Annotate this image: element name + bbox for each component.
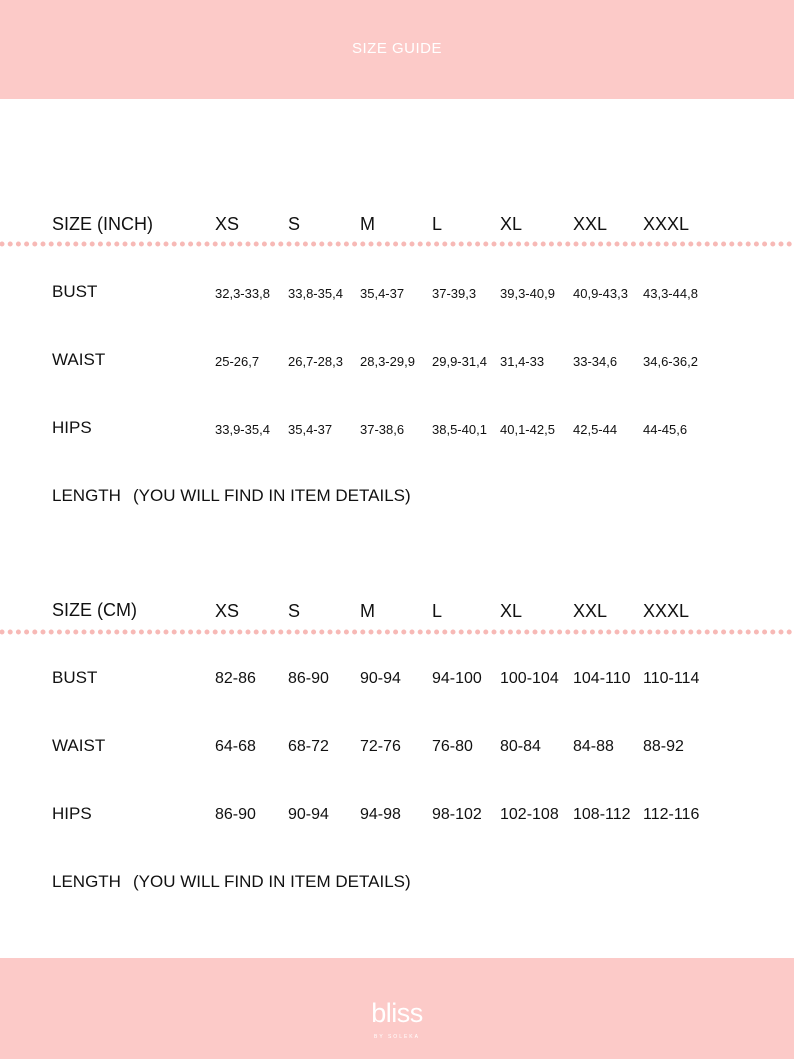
table-cell: 40,1-42,5 xyxy=(500,422,555,437)
table-cell: 42,5-44 xyxy=(573,422,618,437)
table-cell: 82-86 xyxy=(215,670,256,687)
table-cell: 68-72 xyxy=(288,738,329,755)
table-cell: 86-90 xyxy=(288,670,329,687)
size-header-xs: XS xyxy=(215,601,240,621)
row-label-length: LENGTH xyxy=(52,486,121,505)
table-cell: 34,6-36,2 xyxy=(643,354,698,369)
table-cell: 110-114 xyxy=(643,670,700,687)
size-header-l: L xyxy=(432,601,443,621)
table-cell: 38,5-40,1 xyxy=(432,422,487,437)
dotted-divider xyxy=(0,240,794,248)
size-header-xxl: XXL xyxy=(573,601,608,621)
table-cell: 94-98 xyxy=(360,806,401,823)
length-row xyxy=(52,486,411,506)
table-cell: 94-100 xyxy=(432,670,482,687)
size-header-xl: XL xyxy=(500,601,523,621)
table-cell: 37-39,3 xyxy=(432,286,477,301)
row-label-hips: HIPS xyxy=(52,418,92,437)
row-label-length: LENGTH xyxy=(52,872,121,891)
row-label-waist: WAIST xyxy=(52,350,106,369)
table-cell: 72-76 xyxy=(360,738,401,755)
table-cell: 108-112 xyxy=(573,806,631,823)
table-cell: 112-116 xyxy=(643,806,700,823)
size-header-m: M xyxy=(360,601,375,621)
table-cell: 37-38,6 xyxy=(360,422,405,437)
length-row xyxy=(52,872,411,892)
table-cell: 98-102 xyxy=(432,806,482,823)
table-cell: 90-94 xyxy=(360,670,401,687)
size-header-xxl: XXL xyxy=(573,214,608,234)
page-title: SIZE GUIDE xyxy=(351,40,442,57)
dotted-divider xyxy=(0,628,794,636)
table-cell: 32,3-33,8 xyxy=(215,286,270,301)
table-cell: 43,3-44,8 xyxy=(643,286,698,301)
table-cell: 40,9-43,3 xyxy=(573,286,628,301)
size-header-l: L xyxy=(432,214,443,234)
cm-table-title: SIZE (CM) xyxy=(52,600,137,620)
size-header-m: M xyxy=(360,214,375,234)
table-cell: 88-92 xyxy=(643,738,684,755)
size-header-xxxl: XXXL xyxy=(643,214,690,234)
table-cell: 33-34,6 xyxy=(573,354,618,369)
size-header-s: S xyxy=(288,214,301,234)
table-cell: 39,3-40,9 xyxy=(500,286,555,301)
table-cell: 102-108 xyxy=(500,806,559,823)
size-header-s: S xyxy=(288,601,301,621)
table-cell: 33,9-35,4 xyxy=(215,422,270,437)
table-cell: 35,4-37 xyxy=(288,422,333,437)
length-note: (YOU WILL FIND IN ITEM DETAILS) xyxy=(132,872,411,891)
table-cell: 76-80 xyxy=(432,738,473,755)
row-label-bust: BUST xyxy=(52,668,98,687)
page-footer xyxy=(0,958,794,1059)
table-cell: 80-84 xyxy=(500,738,541,755)
table-cell: 44-45,6 xyxy=(643,422,688,437)
table-cell: 26,7-28,3 xyxy=(288,354,343,369)
size-header-xl: XL xyxy=(500,214,523,234)
table-cell: 28,3-29,9 xyxy=(360,354,415,369)
row-label-waist: WAIST xyxy=(52,736,106,755)
row-label-hips: HIPS xyxy=(52,804,92,823)
size-header-xxxl: XXXL xyxy=(643,601,690,621)
table-cell: 90-94 xyxy=(288,806,329,823)
brand-logo: bliss xyxy=(371,998,423,1028)
table-cell: 84-88 xyxy=(573,738,614,755)
table-cell: 25-26,7 xyxy=(215,354,260,369)
brand-logo-subtext: BY SOLEKA xyxy=(374,1034,420,1040)
table-cell: 86-90 xyxy=(215,806,256,823)
table-cell: 35,4-37 xyxy=(360,286,405,301)
page-header xyxy=(0,0,794,99)
table-cell: 104-110 xyxy=(573,670,631,687)
table-cell: 29,9-31,4 xyxy=(432,354,487,369)
row-label-bust: BUST xyxy=(52,282,98,301)
table-cell: 64-68 xyxy=(215,738,256,755)
table-cell: 31,4-33 xyxy=(500,354,545,369)
length-note: (YOU WILL FIND IN ITEM DETAILS) xyxy=(132,486,411,505)
size-header-xs: XS xyxy=(215,214,240,234)
table-cell: 100-104 xyxy=(500,670,559,687)
table-cell: 33,8-35,4 xyxy=(288,286,343,301)
inch-table-title: SIZE (INCH) xyxy=(52,214,153,234)
